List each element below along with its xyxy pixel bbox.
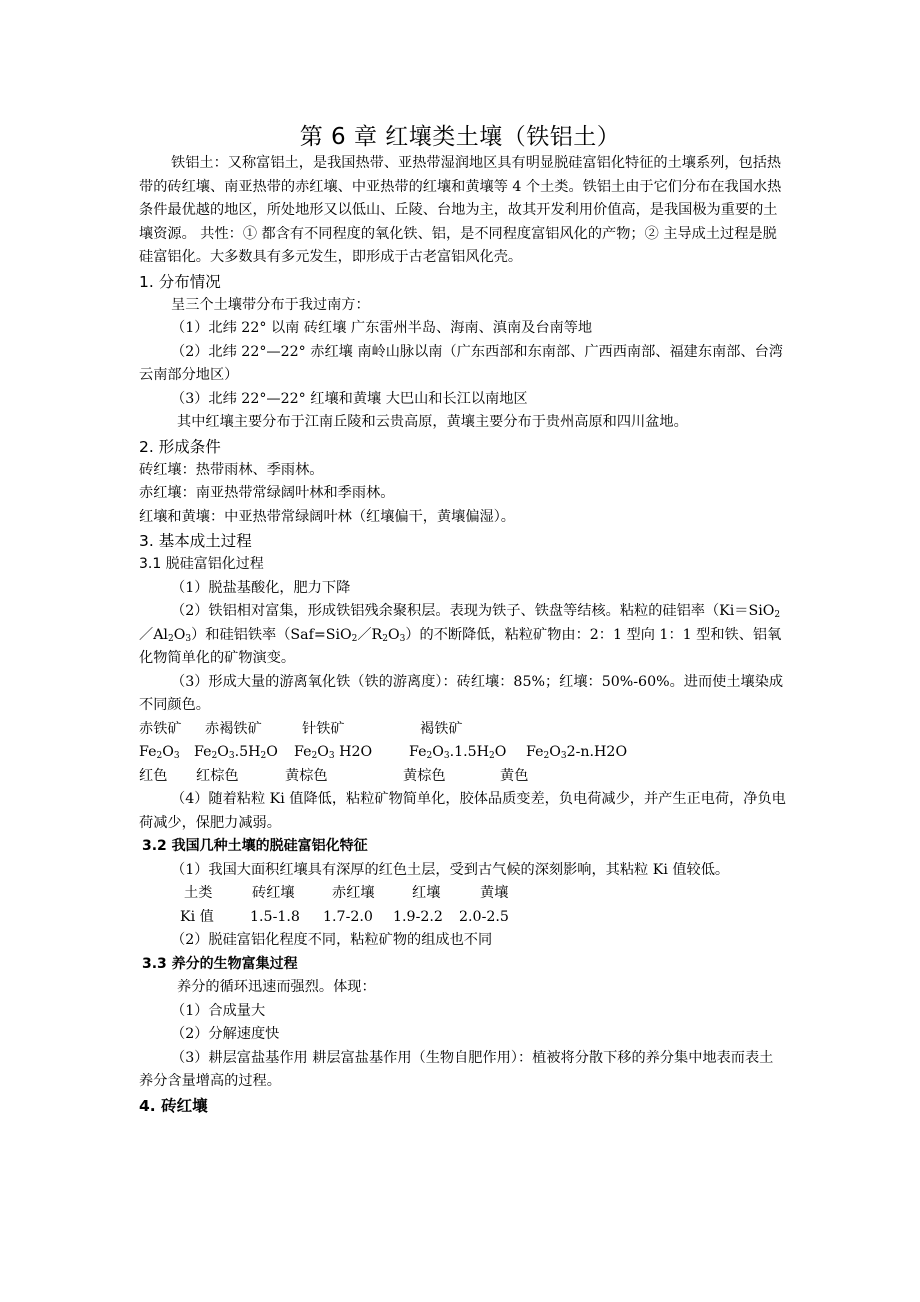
formula: $Fe_2O_3$ H2O xyxy=(294,744,373,761)
mineral-name: 赤铁矿 xyxy=(139,720,182,737)
section-1-lead: 呈三个土壤带分布于我过南方： xyxy=(171,296,370,313)
section-3-1-p2: （2）铁铝相对富集，形成铁铝残余聚积层。表现为铁子、铁盘等结核。粘粒的硅铝率$(Ki=SiO_2/Al_2O_3)$和硅铝铁率$(Saf=SiO_2/R_2O_3)$的不断降低，粘粒矿物由：2：1 型向 1：1 型和铁、铝氧化物简单化的矿物演变。 xyxy=(139,603,782,666)
table-cell: 1.7-2.0 xyxy=(323,908,373,925)
section-3-3-lead: 养分的循环迅速而强烈。体现： xyxy=(177,979,376,995)
table-cell: 1.9-2.2 xyxy=(393,908,443,925)
document-body xyxy=(139,152,787,1118)
section-4-heading: 4. 砖红壤 xyxy=(139,1096,208,1115)
chapter-title: 第 6 章 红壤类土壤（铁铝土） xyxy=(299,124,621,150)
section-3-2-p1: （1）我国大面积红壤具有深厚的红色土层，受到古气候的深刻影响，其粘粒 Ki 值较低。 xyxy=(171,861,730,878)
section-1-item: （3）北纬 22°—22° 红壤和黄壤 大巴山和长江以南地区 xyxy=(171,390,528,407)
section-2-heading: 2. 形成条件 xyxy=(139,437,221,456)
table-cell: Ki 值 xyxy=(180,908,214,925)
table-cell: 砖红壤 xyxy=(252,885,295,901)
mineral-color-row xyxy=(139,765,787,789)
table-cell: 黄壤 xyxy=(480,885,509,901)
section-3-3-item: （3）耕层富盐基作用 耕层富盐基作用（生物自肥作用）：植被将分散下移的养分集中地表而表土养分含量增高的过程。 xyxy=(139,1049,774,1089)
mineral-color: 黄棕色 xyxy=(285,767,328,784)
section-3-heading: 3. 基本成土过程 xyxy=(139,532,252,550)
mineral-formula-row xyxy=(139,741,787,765)
table-cell: 土类 xyxy=(184,885,213,901)
section-3-3-item: （1）合成量大 xyxy=(171,1002,266,1019)
ki-table-row xyxy=(139,906,787,930)
formula: $Fe_2O_32-n.H2O$ xyxy=(526,744,628,761)
section-3-3-heading: 3.3 养分的生物富集过程 xyxy=(142,955,298,972)
mineral-color: 黄色 xyxy=(500,767,529,784)
section-3-2-p2: （2）脱硅富铝化程度不同，粘粒矿物的组成也不同 xyxy=(171,932,493,948)
mineral-color: 黄棕色 xyxy=(403,767,446,784)
section-3-1-heading: 3.1 脱硅富铝化过程 xyxy=(139,556,264,572)
mineral-color: 红棕色 xyxy=(196,767,239,784)
section-2-line: 砖红壤：热带雨林、季雨林。 xyxy=(139,461,324,478)
section-3-3-item: （2）分解速度快 xyxy=(171,1026,280,1042)
p2-part-a: （2）铁铝相对富集，形成铁铝残余聚积层。表现为铁子、铁盘等结核。粘粒的硅铝率（Ki＝SiO xyxy=(171,603,775,619)
section-2-line: 红壤和黄壤：中亚热带常绿阔叶林（红壤偏干，黄壤偏湿）。 xyxy=(139,508,515,525)
table-cell: 赤红壤 xyxy=(332,885,375,901)
section-1-item: （2）北纬 22°—22° 赤红壤 南岭山脉以南（广东西部和东南部、广西西南部、福建东南部、台湾云南部分地区） xyxy=(139,343,783,383)
section-1-note: 其中红壤主要分布于江南丘陵和云贵高原，黄壤主要分布于贵州高原和四川盆地。 xyxy=(177,414,688,430)
section-1-heading: 1. 分布情况 xyxy=(139,272,221,291)
table-cell: 1.5-1.8 xyxy=(250,908,300,925)
section-2-line: 赤红壤：南亚热带常绿阔叶林和季雨林。 xyxy=(139,485,395,501)
formula: $Fe_2O_3$ xyxy=(139,744,180,761)
section-3-1-p1: （1）脱盐基酸化，肥力下降 xyxy=(171,579,351,596)
table-cell: 2.0-2.5 xyxy=(459,908,509,925)
mineral-color: 红色 xyxy=(139,767,168,784)
section-3-1-p3: （3）形成大量的游离氧化铁（铁的游离度）：砖红壤：85%；红壤：50%-60%。进而使土壤染成不同颜色。 xyxy=(139,673,784,713)
section-3-1-p4: （4）随着粘粒 Ki 值降低，粘粒矿物简单化，胶体品质变差，负电荷减少，并产生正电荷，净负电荷减少，保肥力减弱。 xyxy=(139,791,786,831)
section-3-2-heading: 3.2 我国几种土壤的脱硅富铝化特征 xyxy=(142,838,368,854)
formula: $Fe_2O_3.1.5H_2O$ xyxy=(409,744,507,761)
section-1-item: （1）北纬 22° 以南 砖红壤 广东雷州半岛、海南、滇南及台南等地 xyxy=(171,320,593,336)
intro-paragraph: 铁铝土：又称富铝土，是我国热带、亚热带湿润地区具有明显脱硅富铝化特征的土壤系列，包括热带的砖红壤、南亚热带的赤红壤、中亚热带的红壤和黄壤等 4 个土类。铁铝土由于它们分布在我国水热条件最优越的地区，所处地形又以低山、丘陵、台地为主，故其开发利用价值高，是我国极为重要的土壤资源。 共性：① 都含有不同程度的氧化铁、铝，是不同程度富铝风化的产物；② 主导成土过程是脱硅富铝化。大多数具有多元发生，即形成于古老富铝风化壳。 xyxy=(139,155,782,265)
mineral-name: 褐铁矿 xyxy=(420,720,463,737)
mineral-name: 针铁矿 xyxy=(302,720,345,737)
formula: $Fe_2O_3.5H_2O$ xyxy=(194,744,278,761)
mineral-name: 赤褐铁矿 xyxy=(205,720,262,737)
ki-table-header xyxy=(139,882,787,906)
mineral-names-row xyxy=(139,718,787,742)
p2-part-c: ）的不断降低，粘粒矿物由：2：1 型向 1：1 型和铁、铝氧化物简单化的矿物演变。 xyxy=(139,626,782,666)
formula-h2o: H2O xyxy=(339,744,373,760)
formula-n-h2o: 2-n.H2O xyxy=(566,744,628,760)
p2-part-b: ）和硅铝铁率（Saf=SiO xyxy=(191,626,352,643)
table-cell: 红壤 xyxy=(412,885,441,901)
